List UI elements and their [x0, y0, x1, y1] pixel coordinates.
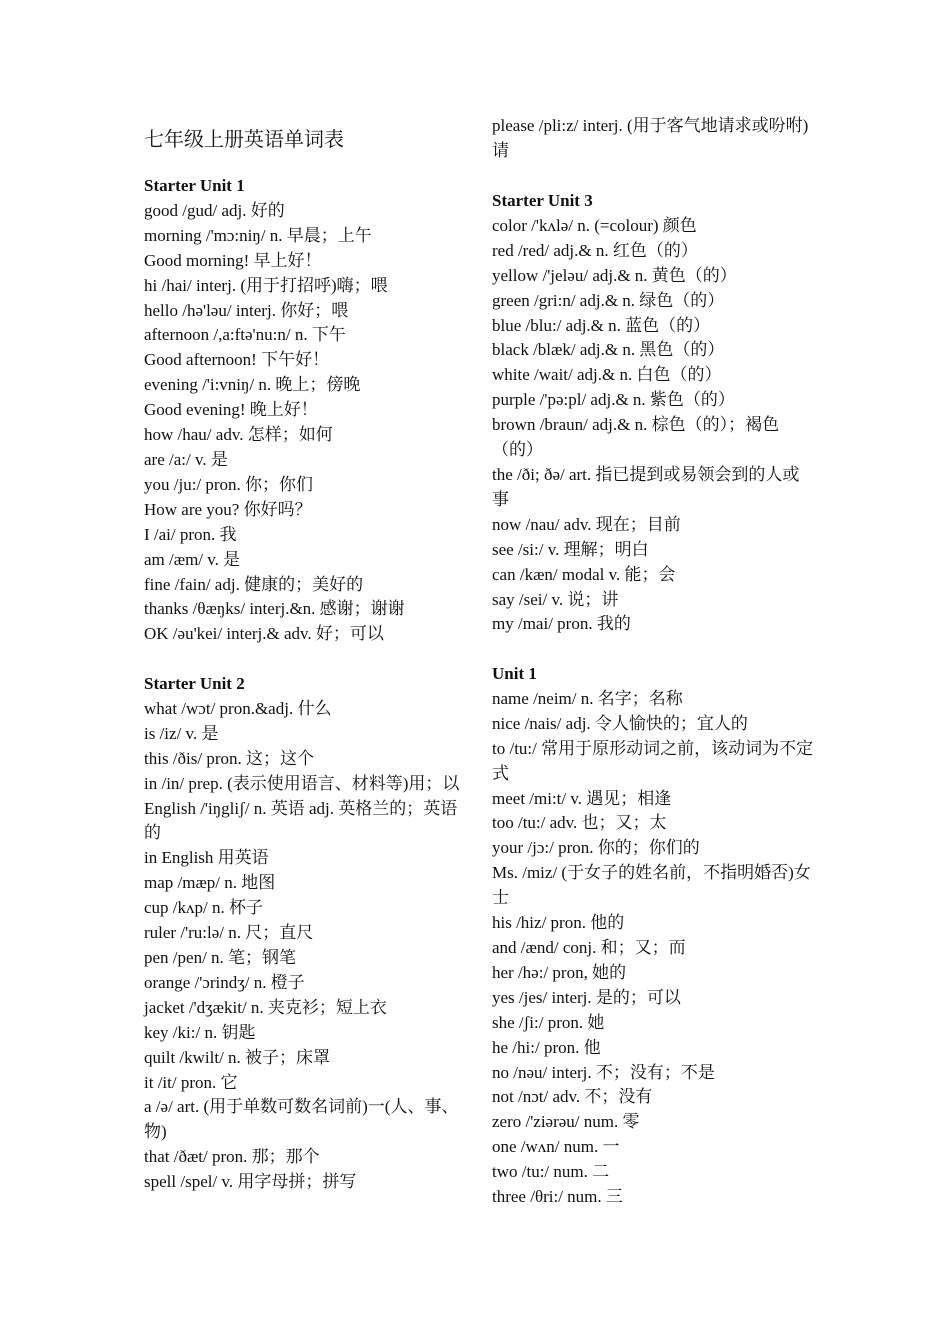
vocab-entry: one /wʌn/ num. 一: [492, 1137, 620, 1157]
vocab-entry: How are you? 你好吗？: [144, 499, 312, 519]
vocab-entry: this /ðis/ pron. 这；这个: [144, 748, 315, 768]
section-unit-1: [492, 662, 814, 1210]
entry-list: [144, 697, 462, 1195]
vocab-entry: pen /pen/ n. 笔；钢笔: [144, 947, 297, 967]
vocab-entry: morning /'mɔ:niŋ/ n. 早晨；上午: [144, 225, 372, 245]
vocab-entry: too /tu:/ adv. 也；又；太: [492, 813, 667, 833]
entry-list: [492, 214, 814, 637]
vocab-entry: fine /fain/ adj. 健康的；美好的: [144, 574, 364, 594]
vocab-entry: the /ði; ðə/ art. 指已提到或易领会到的人或事: [492, 464, 800, 509]
entry-list: [492, 114, 814, 164]
vocab-entry: evening /'i:vniŋ/ n. 晚上；傍晚: [144, 375, 361, 395]
section-starter-unit-1: [144, 174, 462, 647]
vocab-entry: zero /'ziərəu/ num. 零: [492, 1112, 640, 1132]
vocab-entry: orange /'ɔrindʒ/ n. 橙子: [144, 972, 305, 992]
vocab-entry: see /si:/ v. 理解；明白: [492, 539, 649, 559]
vocab-entry: OK /əu'kei/ interj.& adv. 好；可以: [144, 624, 384, 644]
vocab-entry: her /hə:/ pron, 她的: [492, 962, 627, 982]
vocab-entry: he /hi:/ pron. 他: [492, 1037, 601, 1057]
vocab-entry: green /gri:n/ adj.& n. 绿色（的）: [492, 290, 725, 310]
vocab-entry: key /ki:/ n. 钥匙: [144, 1022, 256, 1042]
vocab-entry: your /jɔ:/ pron. 你的；你们的: [492, 838, 700, 858]
section-heading: Unit 1: [492, 664, 537, 683]
vocab-entry: thanks /θæŋks/ interj.&n. 感谢；谢谢: [144, 599, 405, 619]
vocab-entry: she /ʃi:/ pron. 她: [492, 1012, 605, 1032]
vocab-entry: jacket /'dʒækit/ n. 夹克衫；短上衣: [144, 997, 387, 1017]
vocab-entry: white /wait/ adj.& n. 白色（的）: [492, 365, 722, 385]
vocab-entry: now /nau/ adv. 现在；目前: [492, 514, 681, 534]
vocab-entry: Good afternoon! 下午好！: [144, 350, 330, 370]
vocab-entry: how /hau/ adv. 怎样；如何: [144, 425, 333, 445]
vocab-entry: in /in/ prep. (表示使用语言、材料等)用；以: [144, 773, 460, 793]
entry-list: [492, 687, 814, 1210]
vocab-entry: not /nɔt/ adv. 不；没有: [492, 1087, 653, 1107]
vocab-entry: cup /kʌp/ n. 杯子: [144, 898, 263, 918]
vocab-entry: color /'kʌlə/ n. (=colour) 颜色: [492, 215, 697, 235]
vocab-entry: Ms. /miz/ (于女子的姓名前，不指明婚否)女士: [492, 863, 811, 908]
vocab-entry: Good evening! 晚上好！: [144, 400, 318, 420]
vocab-entry: blue /blu:/ adj.& n. 蓝色（的）: [492, 315, 711, 335]
vocab-entry: is /iz/ v. 是: [144, 723, 219, 743]
vocab-entry: map /mæp/ n. 地图: [144, 873, 276, 893]
vocab-entry: three /θri:/ num. 三: [492, 1187, 623, 1207]
vocab-entry: spell /spel/ v. 用字母拼；拼写: [144, 1172, 357, 1192]
vocab-entry: in English 用英语: [144, 848, 269, 868]
vocab-entry: quilt /kwilt/ n. 被子；床罩: [144, 1047, 331, 1067]
vocab-entry: two /tu:/ num. 二: [492, 1162, 610, 1182]
vocab-entry: can /kæn/ modal v. 能；会: [492, 564, 676, 584]
vocab-entry: please /pli:z/ interj. (用于客气地请求或吩咐)请: [492, 116, 809, 160]
vocab-entry: I /ai/ pron. 我: [144, 524, 237, 544]
vocab-entry: his /hiz/ pron. 他的: [492, 913, 625, 933]
vocab-entry: to /tu:/ 常用于原形动词之前，该动词为不定式: [492, 738, 814, 783]
vocab-entry: yes /jes/ interj. 是的；可以: [492, 987, 681, 1007]
vocab-entry: nice /nais/ adj. 令人愉快的；宜人的: [492, 713, 748, 733]
vocab-entry: good /gud/ adj. 好的: [144, 200, 285, 220]
section-heading: Starter Unit 3: [492, 191, 593, 210]
vocab-entry: my /mai/ pron. 我的: [492, 614, 631, 634]
vocab-entry: and /ænd/ conj. 和；又；而: [492, 937, 686, 957]
vocab-entry: English /'iŋgliʃ/ n. 英语 adj. 英格兰的；英语的: [144, 798, 458, 843]
section-starter-unit-3: [492, 189, 814, 637]
section-heading: Starter Unit 2: [144, 674, 245, 693]
vocab-entry: purple /'pə:pl/ adj.& n. 紫色（的）: [492, 390, 735, 410]
vocab-entry: it /it/ pron. 它: [144, 1072, 238, 1092]
vocab-entry: brown /braun/ adj.& n. 棕色（的）；褐色（的）: [492, 415, 780, 460]
vocab-entry: red /red/ adj.& n. 红色（的）: [492, 240, 698, 260]
vocab-entry: meet /mi:t/ v. 遇见；相逢: [492, 788, 672, 808]
vocab-entry: a /ə/ art. (用于单数可数名词前)一(人、事、物): [144, 1097, 459, 1142]
document-title: 七年级上册英语单词表: [144, 129, 344, 151]
vocab-entry: you /ju:/ pron. 你；你们: [144, 474, 314, 494]
vocab-entry: hello /hə'ləu/ interj. 你好；喂: [144, 300, 349, 320]
vocab-entry: afternoon /,a:ftə'nu:n/ n. 下午: [144, 325, 346, 345]
section-heading: Starter Unit 1: [144, 176, 245, 195]
vocab-entry: black /blæk/ adj.& n. 黑色（的）: [492, 340, 725, 360]
vocab-entry: hi /hai/ interj. (用于打招呼)嗨；喂: [144, 275, 388, 295]
vocab-entry: are /a:/ v. 是: [144, 449, 228, 469]
vocab-entry: yellow /'jeləu/ adj.& n. 黄色（的）: [492, 265, 737, 285]
vocab-entry: Good morning! 早上好！: [144, 250, 322, 270]
vocab-entry: am /æm/ v. 是: [144, 549, 241, 569]
vocab-entry: no /nəu/ interj. 不；没有；不是: [492, 1062, 715, 1082]
vocab-entry: ruler /'ru:lə/ n. 尺；直尺: [144, 923, 314, 943]
vocab-entry: that /ðæt/ pron. 那；那个: [144, 1147, 320, 1167]
section-continued: [492, 114, 814, 164]
vocab-entry: say /sei/ v. 说；讲: [492, 589, 619, 609]
vocab-entry: what /wɔt/ pron.&adj. 什么: [144, 698, 332, 718]
section-starter-unit-2: [144, 672, 462, 1195]
vocab-entry: name /neim/ n. 名字；名称: [492, 688, 683, 708]
entry-list: [144, 199, 462, 647]
